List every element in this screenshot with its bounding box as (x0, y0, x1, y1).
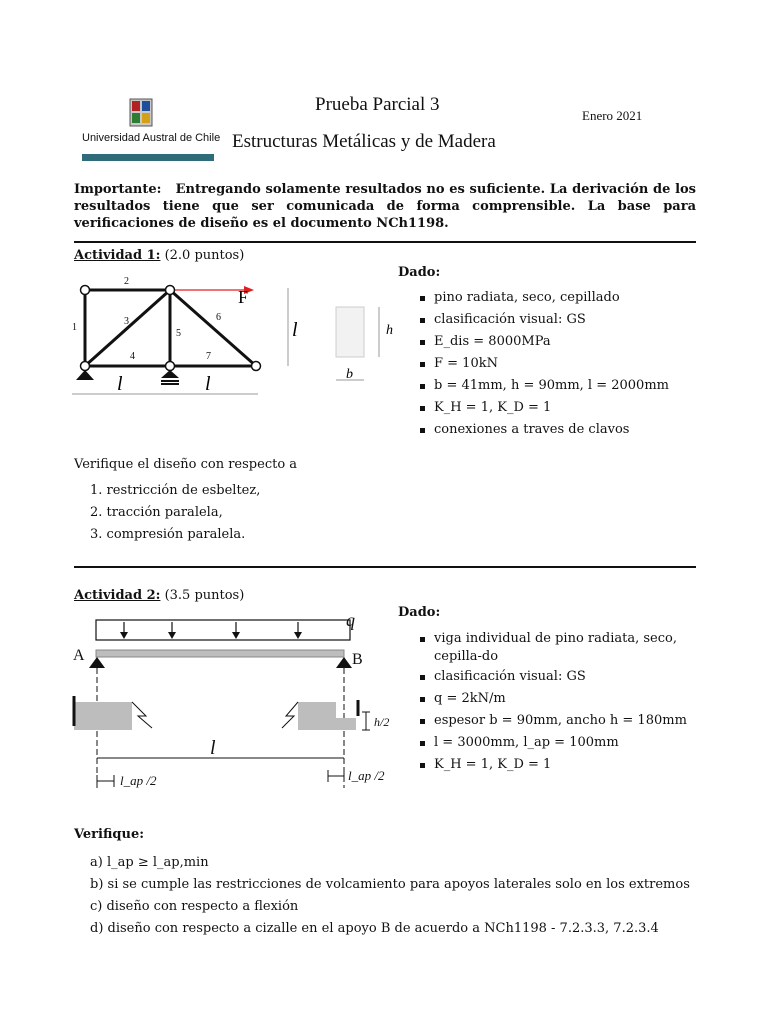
activity2-check-list (90, 852, 710, 940)
force-label: F (238, 287, 249, 307)
list-item: 3. compresión paralela. (90, 527, 246, 542)
list-item: E_dis = 8000MPa (418, 331, 708, 353)
lap-left-label: l_ap /2 (120, 773, 157, 788)
activity1-dado-label: Dado: (398, 265, 441, 280)
activity2-heading: Actividad 2: (74, 588, 161, 603)
list-item: 2. tracción paralela, (90, 505, 223, 520)
list-item: 1. restricción de esbeltez, (90, 483, 261, 498)
roller-support-icon (161, 370, 179, 378)
section-b-label: b (346, 367, 353, 382)
important-note (74, 181, 696, 232)
page-subtitle: Estructuras Metálicas y de Madera (232, 131, 496, 152)
list-item: pino radiata, seco, cepillado (418, 287, 708, 309)
support-b-icon (336, 657, 352, 668)
activity1-heading: Actividad 1: (74, 248, 161, 263)
left-support-detail (74, 702, 132, 730)
member-label: 4 (130, 351, 135, 362)
right-support-detail (298, 702, 356, 730)
list-item: espesor b = 90mm, ancho h = 180mm (418, 710, 718, 732)
activity1-check-list (90, 480, 260, 546)
support-b-label: B (352, 651, 363, 668)
pin-support-icon (76, 370, 94, 380)
section-h-label: h (386, 323, 393, 338)
list-item: l = 3000mm, l_ap = 100mm (418, 732, 718, 754)
member-label: 5 (176, 328, 181, 339)
lap-right-label: l_ap /2 (348, 768, 385, 783)
list-item: clasificación visual: GS (418, 309, 708, 331)
cross-section (336, 307, 364, 357)
list-item: c) diseño con respecto a flexión (90, 899, 299, 914)
section-divider (74, 566, 696, 568)
list-item: q = 2kN/m (418, 688, 718, 710)
logo-bar (82, 154, 214, 161)
notch-label: h/2 (374, 715, 390, 729)
distributed-load (96, 620, 350, 640)
support-a-icon (89, 657, 105, 668)
span-label: l (117, 373, 123, 395)
activity2-header (74, 587, 244, 604)
height-label: l (292, 319, 298, 341)
support-a-label: A (73, 647, 85, 664)
list-item: K_H = 1, K_D = 1 (418, 397, 708, 419)
list-item: a) l_ap ≥ l_ap,min (90, 855, 209, 870)
beam (96, 650, 344, 657)
beam-figure (66, 608, 396, 798)
list-item: clasificación visual: GS (418, 666, 718, 688)
member-label: 3 (124, 316, 129, 327)
activity2-dado-label: Dado: (398, 605, 441, 620)
page-title: Prueba Parcial 3 (315, 94, 440, 115)
load-label: q (346, 610, 355, 630)
list-item: b) si se cumple las restricciones de volcamiento para apoyos laterales solo en los extremos (90, 877, 690, 892)
section-divider (74, 241, 696, 243)
university-name: Universidad Austral de Chile (82, 132, 221, 144)
list-item: K_H = 1, K_D = 1 (418, 754, 718, 776)
activity2-given-list (418, 628, 718, 776)
important-label: Importante: (74, 182, 162, 197)
exam-date: Enero 2021 (582, 108, 643, 123)
span-label: l (210, 737, 216, 759)
list-item: b = 41mm, h = 90mm, l = 2000mm (418, 375, 708, 397)
university-logo (74, 96, 221, 164)
list-item: F = 10kN (418, 353, 708, 375)
truss-figure (66, 270, 393, 406)
activity1-points: (2.0 puntos) (164, 248, 245, 263)
activity1-header (74, 247, 244, 264)
member-label: 7 (206, 351, 211, 362)
member-label: 1 (72, 322, 77, 333)
important-text: Entregando solamente resultados no es suficiente. La derivación de los resultados tiene que ser comunicada de forma comprensible. La base para verificaciones de diseño es el documento NCh1198. (74, 182, 697, 231)
activity2-points: (3.5 puntos) (164, 588, 245, 603)
activity1-given-list (418, 287, 708, 441)
list-item: viga individual de pino radiata, seco, cepilla-do (418, 628, 718, 666)
activity2-verify-label: Verifique: (74, 827, 145, 842)
list-item: d) diseño con respecto a cizalle en el apoyo B de acuerdo a NCh1198 - 7.2.3.3, 7.2.3.4 (90, 921, 659, 936)
span-label: l (205, 373, 211, 395)
list-item: conexiones a traves de clavos (418, 419, 708, 441)
member-label: 6 (216, 312, 221, 323)
member-label: 2 (124, 276, 129, 287)
activity1-intro: Verifique el diseño con respecto a (74, 457, 298, 472)
